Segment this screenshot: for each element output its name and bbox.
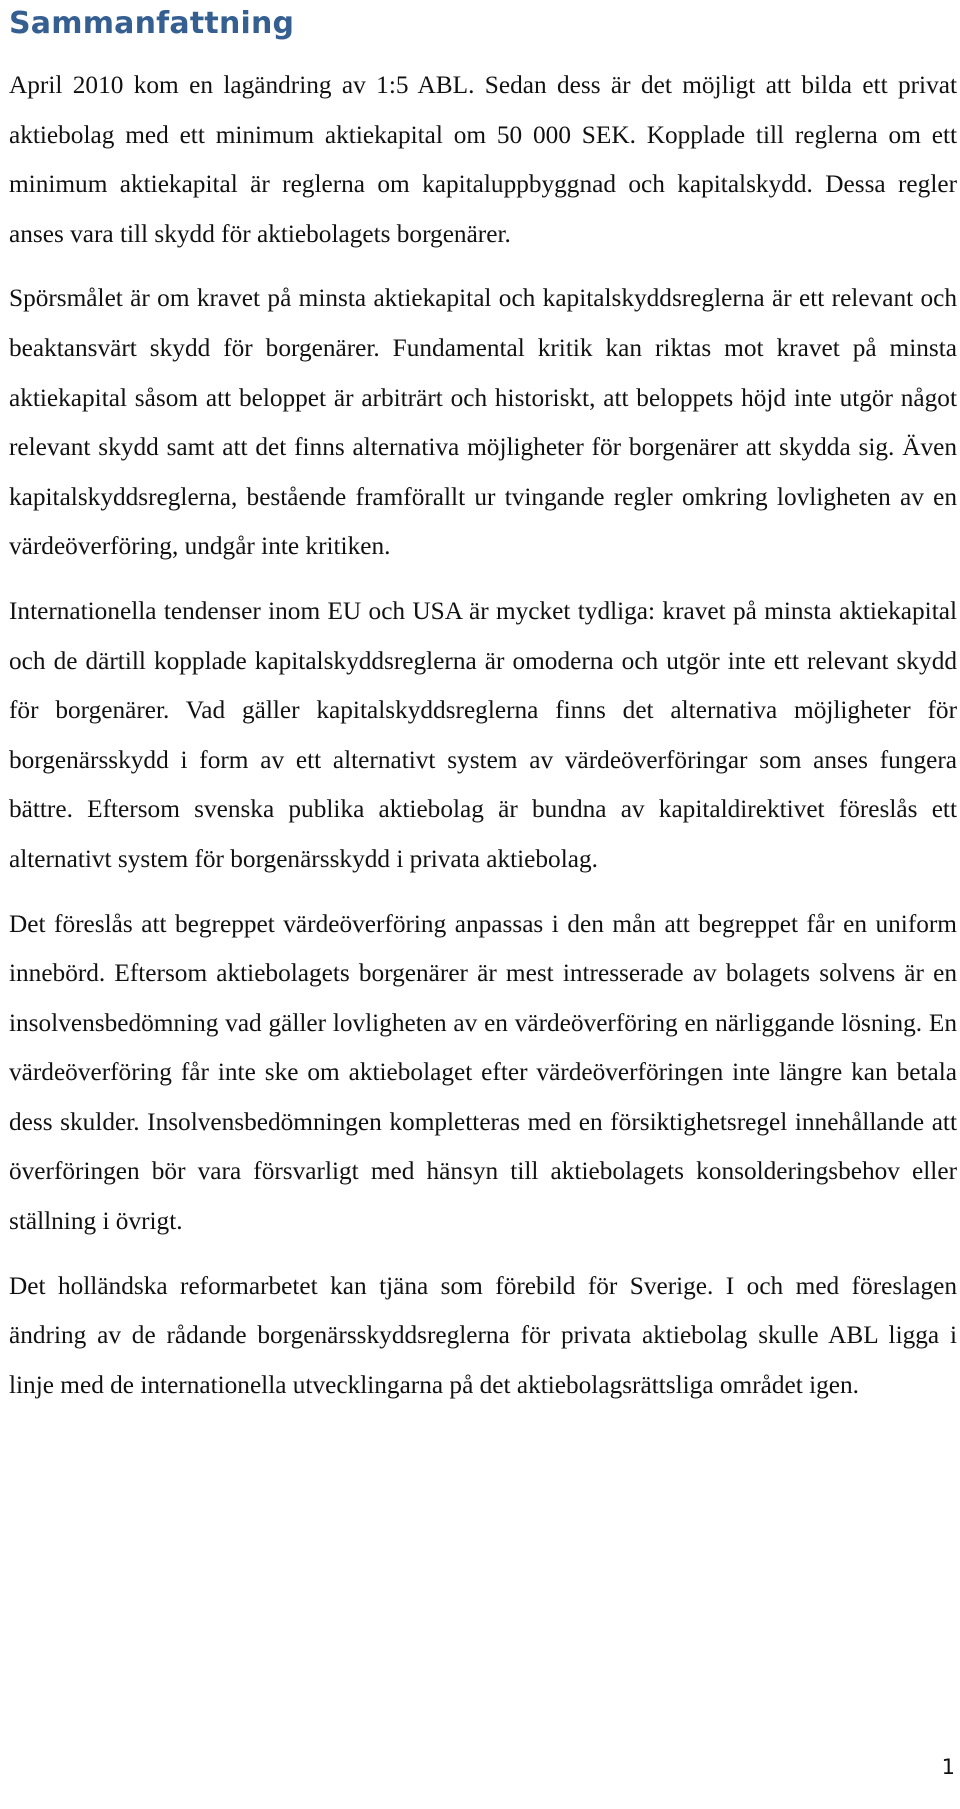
paragraph-3: Internationella tendenser inom EU och USA är mycket tydliga: kravet på minsta aktiekapital och de därtill kopplade kapitalskyddsreglerna är omoderna och utgör inte ett relevant skydd för borgenärer. Vad gäller kapitalskyddsreglerna finns det alternativa möjligheter för borgenärsskydd i form av ett alternativt system av värdeöverföringar som anses fungera bättre. Eftersom svenska publika aktiebolag är bundna av kapitaldirektivet föreslås ett alternativt system för borgenärsskydd i privata aktiebolag.	[9, 596, 957, 873]
paragraph-1: April 2010 kom en lagändring av 1:5 ABL. Sedan dess är det möjligt att bilda ett privat aktiebolag med ett minimum aktiekapital om 50 000 SEK. Kopplade till reglerna om ett minimum aktiekapital är reglerna om kapitaluppbyggnad och kapitalskydd. Dessa regler anses vara till skydd för aktiebolagets borgenärer.	[9, 71, 957, 248]
paragraph-5: Det holländska reformarbetet kan tjäna som förebild för Sverige. I och med föreslagen ändring av de rådande borgenärsskyddsreglerna för privata aktiebolag skulle ABL ligga i linje med de internationella utvecklingarna på det aktiebolagsrättsliga området igen.	[9, 1271, 957, 1399]
document-page	[9, 0, 957, 1410]
paragraph-2: Spörsmålet är om kravet på minsta aktiekapital och kapitalskyddsreglerna är ett relevant och beaktansvärt skydd för borgenärer. Fundamental kritik kan riktas mot kravet på minsta aktiekapital såsom att beloppet är arbiträrt och historiskt, att beloppets höjd inte utgör något relevant skydd samt att det finns alternativa möjligheter för borgenärer att skydda sig. Även kapitalskyddsreglerna, bestående framförallt ur tvingande regler omkring lovligheten av en värdeöverföring, undgår inte kritiken.	[9, 284, 957, 561]
page-number: 1	[941, 1755, 955, 1779]
section-heading: Sammanfattning	[9, 6, 295, 41]
paragraph-4: Det föreslås att begreppet värdeöverföring anpassas i den mån att begreppet får en uniform innebörd. Eftersom aktiebolagets borgenärer är mest intresserade av bolagets solvens är en insolvensbedömning vad gäller lovligheten av en värdeöverföring en närliggande lösning. En värdeöverföring får inte ske om aktiebolaget efter värdeöverföringen inte längre kan betala dess skulder. Insolvensbedömningen kompletteras med en försiktighetsregel innehållande att överföringen bör vara försvarligt med hänsyn till aktiebolagets konsolderingsbehov eller ställning i övrigt.	[9, 909, 957, 1236]
